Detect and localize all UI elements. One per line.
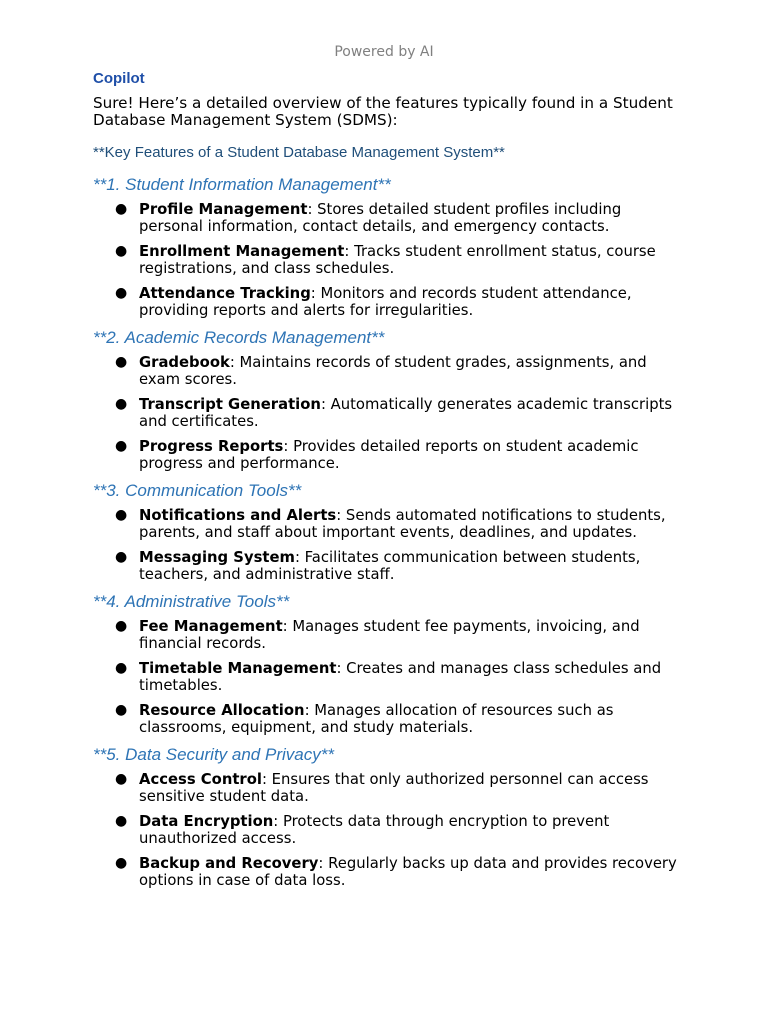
section-title: **4. Administrative Tools** [93,592,290,611]
bullet-icon: ● [115,285,128,301]
item-description: : Stores detailed student profiles including personal information, contact details, and emergency contacts. [139,201,622,235]
key-features-heading: **Key Features of a Student Database Management System** [93,144,505,161]
bullet-icon: ● [115,813,128,829]
list-item [93,438,683,472]
item-term: Data Encryption [139,813,274,830]
bullet-icon: ● [115,396,128,412]
feature-list [93,201,683,319]
powered-by-label: Powered by AI [334,44,434,60]
section-communication-tools [93,480,683,583]
item-term: Attendance Tracking [139,285,311,302]
bullet-icon: ● [115,243,128,259]
item-description: : Ensures that only authorized personnel can access sensitive student data. [139,771,649,805]
item-description: : Provides detailed reports on student academic progress and performance. [139,438,639,472]
list-item [93,618,683,652]
item-term: Messaging System [139,549,295,566]
item-term: Fee Management [139,618,283,635]
item-description: : Automatically generates academic transcripts and certificates. [139,396,673,430]
item-term: Timetable Management [139,660,337,677]
feature-sections [93,174,683,897]
item-description: : Manages student fee payments, invoicing, and financial records. [139,618,640,652]
list-item [93,507,683,541]
section-title: **2. Academic Records Management** [93,328,385,347]
list-item [93,243,683,277]
list-item [93,771,683,805]
feature-list [93,507,683,583]
item-term: Notifications and Alerts [139,507,337,524]
item-description: : Protects data through encryption to prevent unauthorized access. [139,813,610,847]
item-description: : Monitors and records student attendance, providing reports and alerts for irregularities. [139,285,632,319]
list-item [93,855,683,889]
bullet-icon: ● [115,549,128,565]
item-term: Enrollment Management [139,243,345,260]
section-title: **5. Data Security and Privacy** [93,745,334,764]
item-term: Transcript Generation [139,396,321,413]
section-title: **3. Communication Tools** [93,481,302,500]
bullet-icon: ● [115,855,128,871]
section-data-security [93,744,683,889]
item-term: Resource Allocation [139,702,305,719]
section-administrative-tools [93,591,683,736]
assistant-name: Copilot [93,70,145,87]
item-term: Gradebook [139,354,230,371]
bullet-icon: ● [115,507,128,523]
item-description: : Manages allocation of resources such as classrooms, equipment, and study materials. [139,702,614,736]
list-item [93,396,683,430]
feature-list [93,771,683,889]
list-item [93,285,683,319]
list-item [93,549,683,583]
section-student-information [93,174,683,319]
feature-list [93,354,683,472]
bullet-icon: ● [115,354,128,370]
list-item [93,702,683,736]
list-item [93,813,683,847]
section-title: **1. Student Information Management** [93,175,391,194]
item-description: : Facilitates communication between students, teachers, and administrative staff. [139,549,641,583]
item-term: Access Control [139,771,262,788]
feature-list [93,618,683,736]
item-term: Backup and Recovery [139,855,319,872]
bullet-icon: ● [115,438,128,454]
list-item [93,201,683,235]
item-term: Progress Reports [139,438,284,455]
item-description: : Sends automated notifications to students, parents, and staff about important events, deadlines, and updates. [139,507,666,541]
bullet-icon: ● [115,201,128,217]
bullet-icon: ● [115,618,128,634]
item-description: : Creates and manages class schedules and timetables. [139,660,662,694]
bullet-icon: ● [115,702,128,718]
item-description: : Maintains records of student grades, assignments, and exam scores. [139,354,647,388]
item-description: : Tracks student enrollment status, course registrations, and class schedules. [139,243,656,277]
list-item [93,660,683,694]
bullet-icon: ● [115,660,128,676]
list-item [93,354,683,388]
section-academic-records [93,327,683,472]
item-term: Profile Management [139,201,308,218]
intro-paragraph: Sure! Here’s a detailed overview of the features typically found in a Student Database Management System (SDMS): [93,94,673,129]
item-description: : Regularly backs up data and provides recovery options in case of data loss. [139,855,677,889]
bullet-icon: ● [115,771,128,787]
